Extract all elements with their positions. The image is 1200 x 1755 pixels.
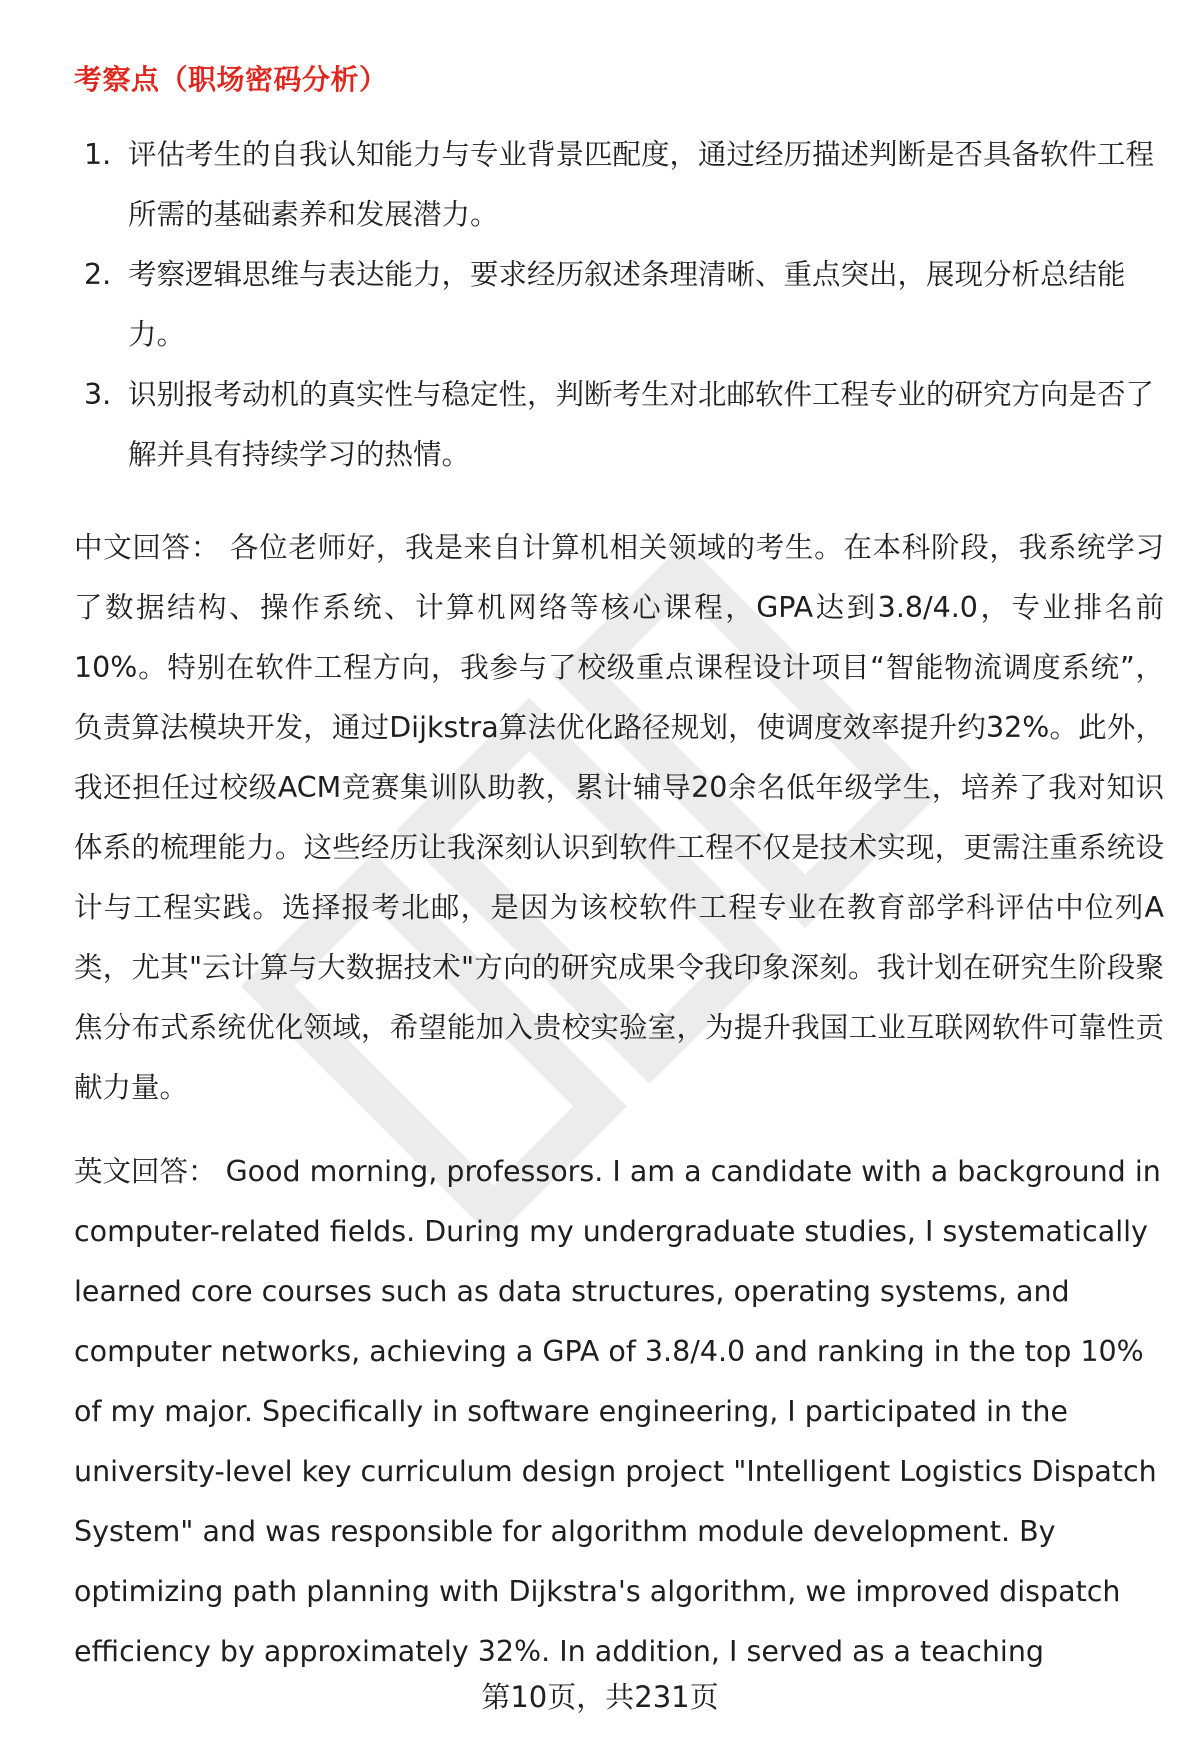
list-item-text: 考察逻辑思维与表达能力，要求经历叙述条理清晰、重点突出，展现分析总结能力。: [128, 258, 1126, 351]
chinese-answer-text: 各位老师好，我是来自计算机相关领域的考生。在本科阶段，我系统学习了数据结构、操作系统、计算机网络等核心课程，GPA达到3.8/4.0，专业排名前10%。特别在软件工程方向，我参与了校级重点课程设计项目“智能物流调度系统”，负责算法模块开发，通过Dijkstra算法优化路径规划，使调度效率提升约32%。此外，我还担任过校级ACM竞赛集训队助教，累计辅导20余名低年级学生，培养了我对知识体系的梳理能力。这些经历让我深刻认识到软件工程不仅是技术实现，更需注重系统设计与工程实践。选择报考北邮，是因为该校软件工程专业在教育部学科评估中位列A类，尤其"云计算与大数据技术"方向的研究成果令我印象深刻。我计划在研究生阶段聚焦分布式系统优化领域，希望能加入贵校实验室，为提升我国工业互联网软件可靠性贡献力量。: [74, 531, 1164, 1104]
english-answer-paragraph: [74, 1142, 1164, 1682]
list-item-number: 1.: [84, 138, 112, 171]
assessment-points-list: [74, 125, 1164, 485]
list-item: [74, 365, 1164, 485]
chinese-answer-label: 中文回答：: [74, 531, 221, 564]
chinese-answer-paragraph: [74, 518, 1164, 1118]
page-footer: 第10页，共231页: [481, 1680, 719, 1714]
english-answer-label: 英文回答：: [74, 1155, 217, 1188]
english-answer-text: Good morning, professors. I am a candidate with a background in computer-related fields. During my undergraduate studies, I systematically learned core courses such as data structures, operating systems, and computer networks, achieving a GPA of 3.8/4.0 and ranking in the top 10% of my major. Specifically in software engineering, I participated in the university-level key curriculum design project "Intelligent Logistics Dispatch System" and was responsible for algorithm module development. By optimizing path planning with Dijkstra's algorithm, we improved dispatch efficiency by approximately 32%. In addition, I served as a teaching: [74, 1155, 1161, 1668]
list-item-text: 评估考生的自我认知能力与专业背景匹配度，通过经历描述判断是否具备软件工程所需的基础素养和发展潜力。: [128, 138, 1155, 231]
list-item: [74, 245, 1164, 365]
list-item-number: 3.: [84, 378, 112, 411]
section-title: 考察点（职场密码分析）: [74, 63, 388, 96]
list-item-number: 2.: [84, 258, 112, 291]
list-item-text: 识别报考动机的真实性与稳定性，判断考生对北邮软件工程专业的研究方向是否了解并具有持续学习的热情。: [128, 378, 1155, 471]
list-item: [74, 125, 1164, 245]
